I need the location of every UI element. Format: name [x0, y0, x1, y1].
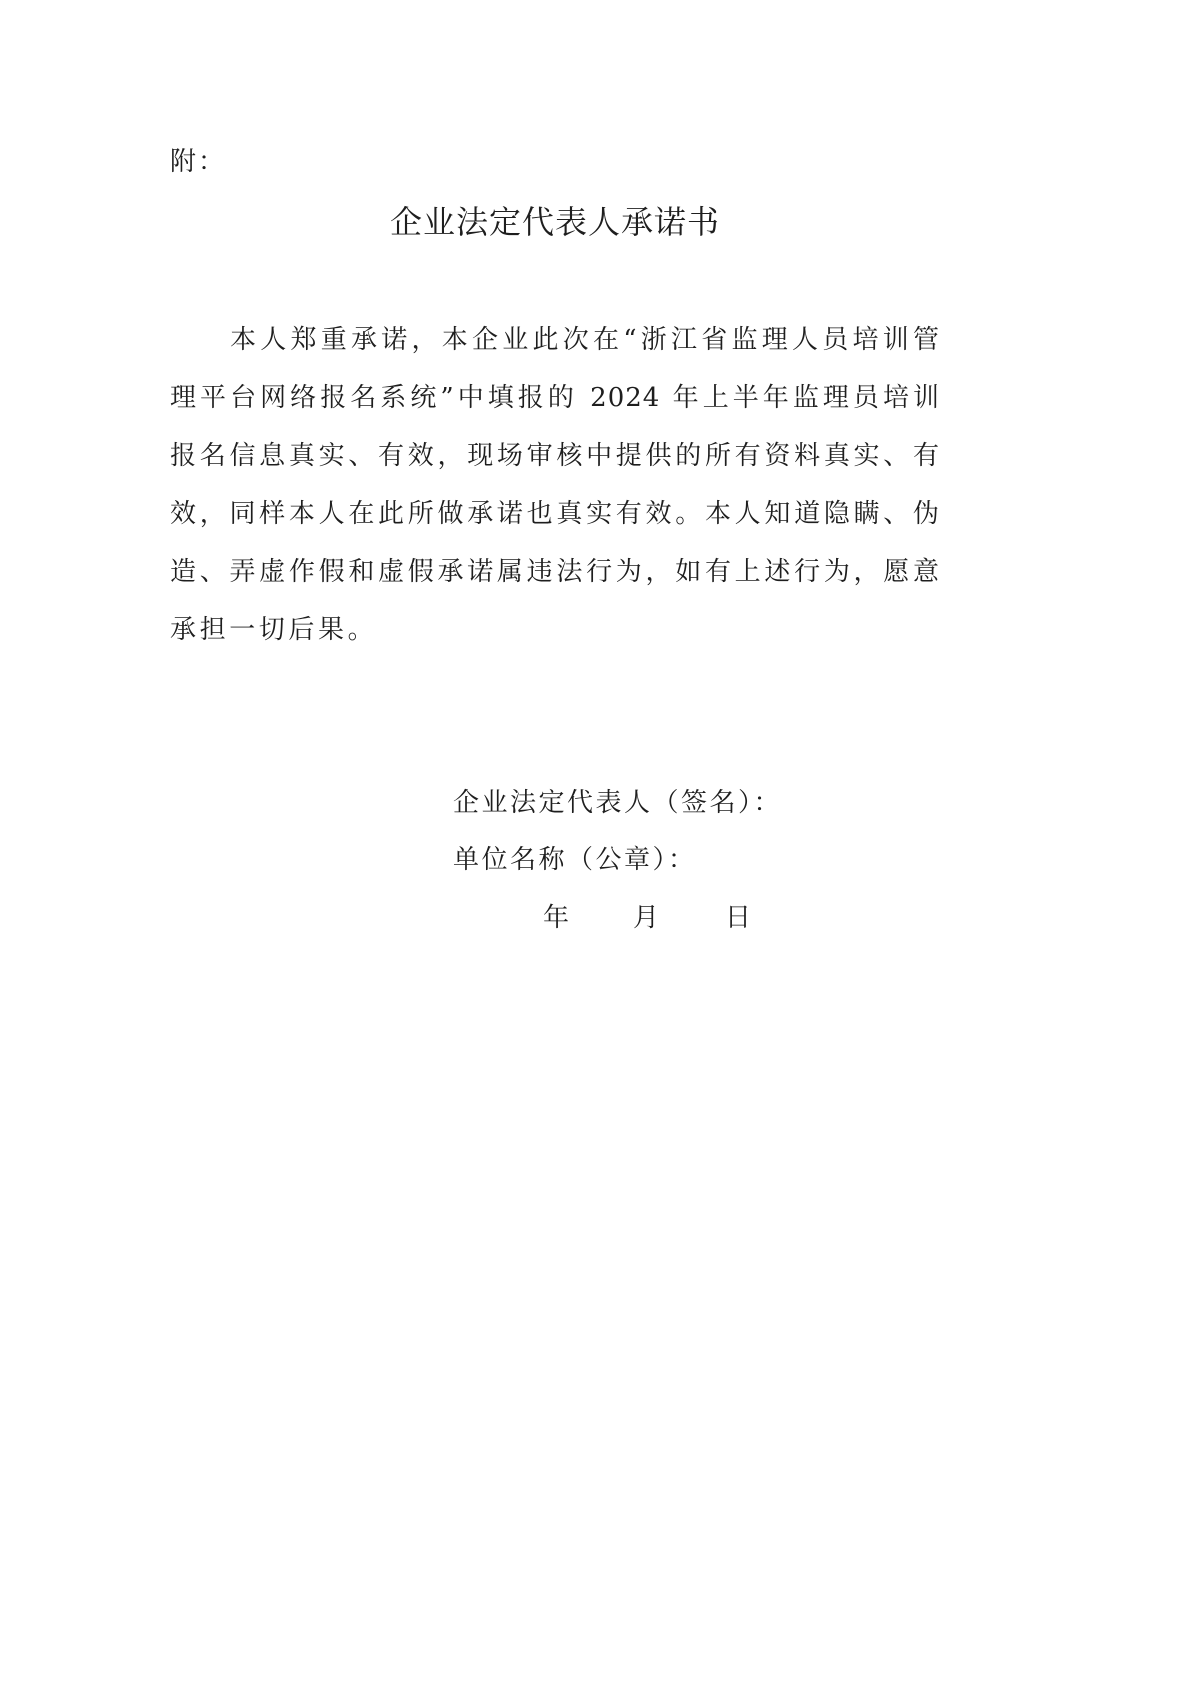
body-line-6: 承担一切后果。 — [170, 615, 378, 645]
body-line-4: 效，同样本人在此所做承诺也真实有效。本人知道隐瞒、伪 — [170, 499, 940, 529]
body-line-3: 报名信息真实、有效，现场审核中提供的所有资料真实、有 — [170, 441, 940, 471]
date-day-label: 日 — [725, 903, 752, 933]
commitment-body — [170, 311, 940, 659]
date-year-label: 年 — [543, 903, 570, 933]
body-line-5: 造、弄虚作假和虚假承诺属违法行为，如有上述行为，愿意 — [170, 557, 940, 587]
document-title: 企业法定代表人承诺书 — [389, 203, 720, 241]
attachment-label: 附： — [170, 147, 227, 177]
body-line-2: 理平台网络报名系统”中填报的 2024 年上半年监理员培训 — [170, 383, 940, 413]
unit-name-seal-label: 单位名称（公章）： — [453, 845, 697, 875]
body-line-1: 本人郑重承诺，本企业此次在“浙江省监理人员培训管 — [230, 325, 940, 355]
legal-representative-signature-label: 企业法定代表人（签名）： — [453, 788, 783, 818]
date-line — [0, 900, 1189, 936]
date-month-label: 月 — [633, 903, 660, 933]
